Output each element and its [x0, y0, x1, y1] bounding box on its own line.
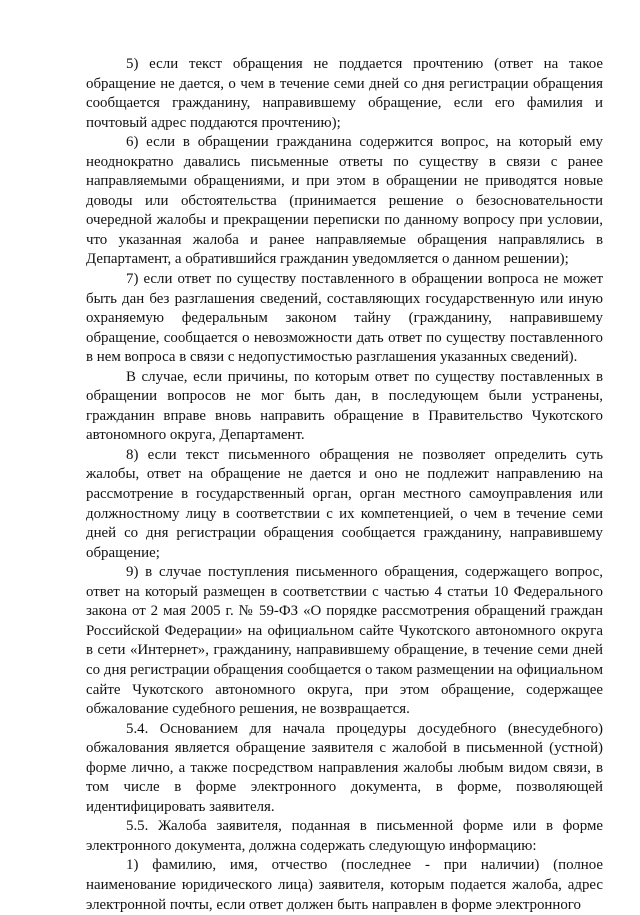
paragraph-item-6: 6) если в обращении гражданина содержится вопрос, на который ему неоднократно давались письменные ответы по существу в связи с ранее направляемыми обращениями, и при этом в обращении не приводятся новые доводы или обстоятельства (принимается решение о безосновательности очередной жалобы и прекращении переписки по данному вопросу при условии, что указанная жалоба и ранее направляемые обращения направлялись в Департамент, а обратившийся гражданин уведомляется о данном решении);: [86, 134, 603, 268]
paragraph-item-8: 8) если текст письменного обращения не позволяет определить суть жалобы, ответ на обращение не дается и оно не подлежит направлению на рассмотрение в государственный орган, орган местного самоуправления или должностному лицу в соответствии с их компетенцией, о чем в течение семи дней со дня регистрации обращения сообщается гражданину, направившему обращение;: [86, 446, 603, 561]
paragraph-note: В случае, если причины, по которым ответ по существу поставленных в обращении вопросов не мог быть дан, в последующем были устранены, гражданин вправе вновь направить обращение в Правительство Чукотского автономного округа, Департамент.: [86, 368, 603, 444]
paragraph-item-5: 5) если текст обращения не поддается прочтению (ответ на такое обращение не дается, о чем в течение семи дней со дня регистрации обращения сообщается гражданину, направившему обращение, если его фамилия и почтовый адрес поддаются прочтению);: [86, 56, 603, 131]
paragraph-section-5-4: 5.4. Основанием для начала процедуры досудебного (внесудебного) обжалования является обращение заявителя с жалобой в письменной (устной) форме лично, а также посредством направления жалобы любым видом связи, в том числе в форме электронного документа, в форме, позволяющей идентифицировать заявителя.: [86, 720, 603, 815]
paragraph-item-7: 7) если ответ по существу поставленного в обращении вопроса не может быть дан без разглашения сведений, составляющих государственную или иную охраняемую федеральным законом тайну (гражданину, направившему обращение, сообщается о невозможности дать ответ по существу поставленного в нем вопроса в связи с недопустимостью разглашения указанных сведений).: [86, 271, 603, 366]
paragraph-item-9: 9) в случае поступления письменного обращения, содержащего вопрос, ответ на который размещен в соответствии с частью 4 статьи 10 Федерального закона от 2 мая 2005 г. № 59-ФЗ «О порядке рассмотрения обращений граждан Российской Федерации» на официальном сайте Чукотского автономного округа в сети «Интернет», гражданину, направившему обращение, в течение семи дней со дня регистрации обращения сообщается о таком размещении на официальном сайте Чукотского автономного округа, при этом обращение, содержащее обжалование судебного решения, не возвращается.: [86, 564, 603, 718]
paragraph-subitem-1: 1) фамилию, имя, отчество (последнее - при наличии) (полное наименование юридического лица) заявителя, которым подается жалоба, адрес электронной почты, если ответ должен быть направлен в форме электронного: [86, 857, 603, 913]
document-page: [86, 55, 603, 915]
paragraph-section-5-5: 5.5. Жалоба заявителя, поданная в письменной форме или в форме электронного документа, должна содержать следующую информацию:: [86, 818, 603, 854]
